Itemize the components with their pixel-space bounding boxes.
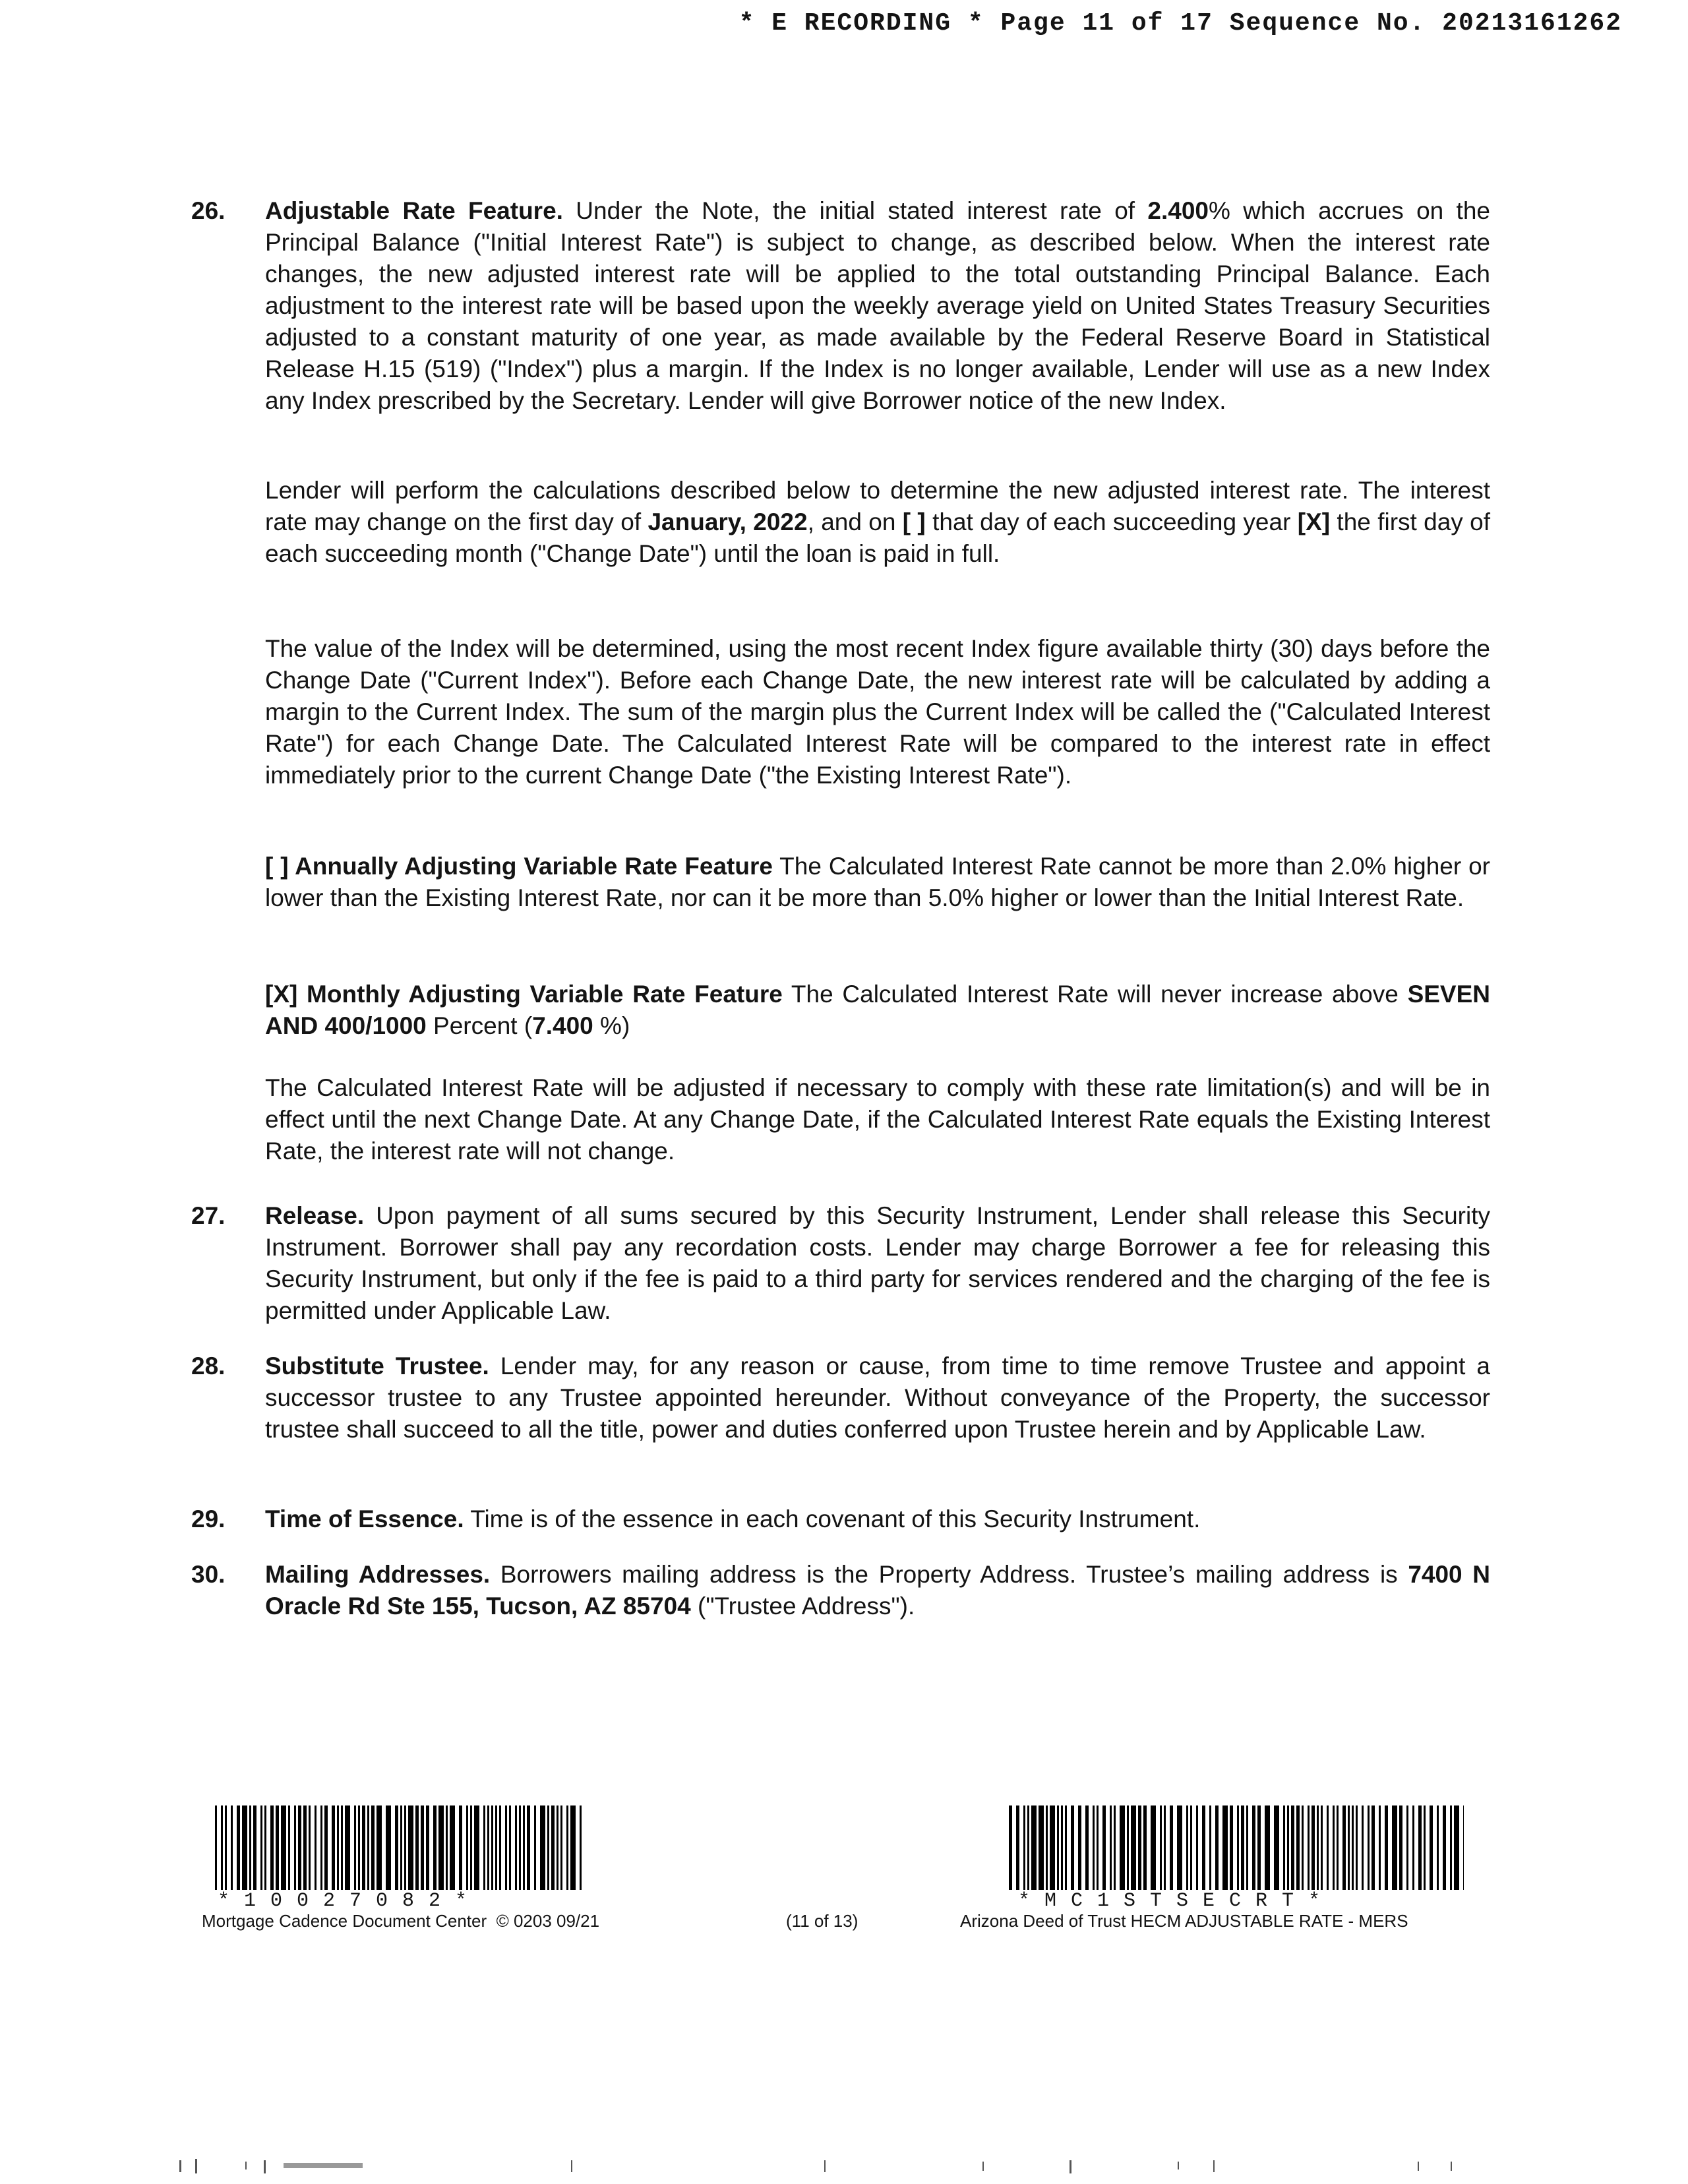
section-title: Adjustable Rate Feature. [265,197,563,224]
barcode-right-image [1009,1805,1464,1890]
section-number: 26. [191,197,226,224]
barcode-left [215,1805,582,1890]
section-27: 27. Release. Upon payment of all sums secured by this Security Instrument, Lender shall release this Security Instrument. Borrower shall pay any recordation costs. Lender may charge Borrower a fee for releasing this Security Instrument, but only if the fee is paid to a third party for services rendered and the charging of the fee is permitted under Applicable Law. [191,1200,1490,1327]
section-26-paragraph-2: Lender will perform the calculations described below to determine the new adjusted interest rate. The interest rate may change on the first day of January, 2022, and on [ ] that day of each succeeding year [X] the first day of each succeeding month ("Change Date") until the loan is paid in full. [265,477,1490,567]
section-title: Release. [265,1202,365,1229]
barcode-right-digits: *MC1STSECRT* [1018,1890,1335,1912]
section-26 [191,195,1490,417]
section-title: Substitute Trustee. [265,1352,489,1380]
scan-artifact-marks [0,2156,1688,2176]
first-change-date: January, 2022 [648,508,808,535]
section-30: 30. Mailing Addresses. Borrowers mailing address is the Property Address. Trustee’s mailing address is 7400 N Oracle Rd Ste 155, Tucson, AZ 85704 ("Trustee Address"). [191,1559,1490,1622]
rate-cap: 7.400 [532,1012,593,1039]
footer-page-counter: (11 of 13) [786,1911,859,1931]
section-26-paragraph-1: Adjustable Rate Feature. Under the Note, the initial stated interest rate of 2.400% which accrues on the Principal Balance ("Initial Interest Rate") is subject to change, as described below. When the interest rate changes, the new adjusted interest rate will be applied to the total outstanding Principal Balance. Each adjustment to the interest rate will be based upon the weekly average yield on United States Treasury Securities adjusted to a constant maturity of one year, as made available by the Federal Reserve Board in Statistical Release H.15 (519) ("Index") plus a margin. If the Index is no longer available, Lender will use as a new Index any Index prescribed by the Secretary. Lender will give Borrower notice of the new Index. [265,197,1490,414]
section-26-monthly-feature: [X] Monthly Adjusting Variable Rate Feature The Calculated Interest Rate will never increase above SEVEN AND 400/1000 Percent (7.400 %) [265,981,1490,1039]
barcode-left-image [215,1805,582,1890]
monthly-checkbox: [X] [1297,508,1331,535]
recording-header: * E RECORDING * Page 11 of 17 Sequence No. 20213161262 [738,9,1622,38]
section-26-paragraph-6: The Calculated Interest Rate will be adjusted if necessary to comply with these rate limitation(s) and will be in effect until the next Change Date. At any Change Date, if the Calculated Interest Rate equals the Existing Interest Rate, the interest rate will not change. [265,1074,1490,1165]
monthly-feature-title: [X] Monthly Adjusting Variable Rate Feature [265,981,783,1008]
footer-right-label: Arizona Deed of Trust HECM ADJUSTABLE RATE - MERS [960,1911,1408,1931]
initial-rate: 2.400 [1147,197,1209,224]
rate-cap-words: SEVEN AND 400/1000 [265,981,1490,1039]
trustee-address: 7400 N Oracle Rd Ste 155, Tucson, AZ 85704 [265,1561,1491,1620]
footer-left-label: Mortgage Cadence Document Center © 0203 09/21 [202,1911,600,1931]
barcode-right [1009,1805,1464,1890]
section-number: 30. [191,1561,226,1588]
section-number: 28. [191,1352,226,1380]
section-number: 27. [191,1202,226,1229]
section-29: 29. Time of Essence. Time is of the essence in each covenant of this Security Instrument. [191,1503,1490,1535]
section-28: 28. Substitute Trustee. Lender may, for any reason or cause, from time to time remove Trustee and appoint a successor trustee to any Trustee appointed hereunder. Without conveyance of the Property, the successor trustee shall succeed to all the title, power and duties conferred upon Trustee herein and by Applicable Law. [191,1350,1490,1445]
section-title: Time of Essence. [265,1505,464,1532]
section-title: Mailing Addresses. [265,1561,491,1588]
barcode-left-digits: *10027082* [218,1890,482,1912]
section-26-annual-feature: [ ] Annually Adjusting Variable Rate Feature The Calculated Interest Rate cannot be more than 2.0% higher or lower than the Existing Interest Rate, nor can it be more than 5.0% higher or lower than the Initial Interest Rate. [265,853,1490,911]
yearly-checkbox: [ ] [902,508,926,535]
section-number: 29. [191,1505,226,1532]
annual-feature-title: [ ] Annually Adjusting Variable Rate Feature [265,853,773,880]
section-26-paragraph-3: The value of the Index will be determined, using the most recent Index figure available thirty (30) days before the Change Date ("Current Index"). Before each Change Date, the new interest rate will be calculated by adding a margin to the Current Index. The sum of the margin plus the Current Index will be called the ("Calculated Interest Rate") for each Change Date. The Calculated Interest Rate will be compared to the interest rate in effect immediately prior to the current Change Date ("the Existing Interest Rate"). [265,635,1490,789]
